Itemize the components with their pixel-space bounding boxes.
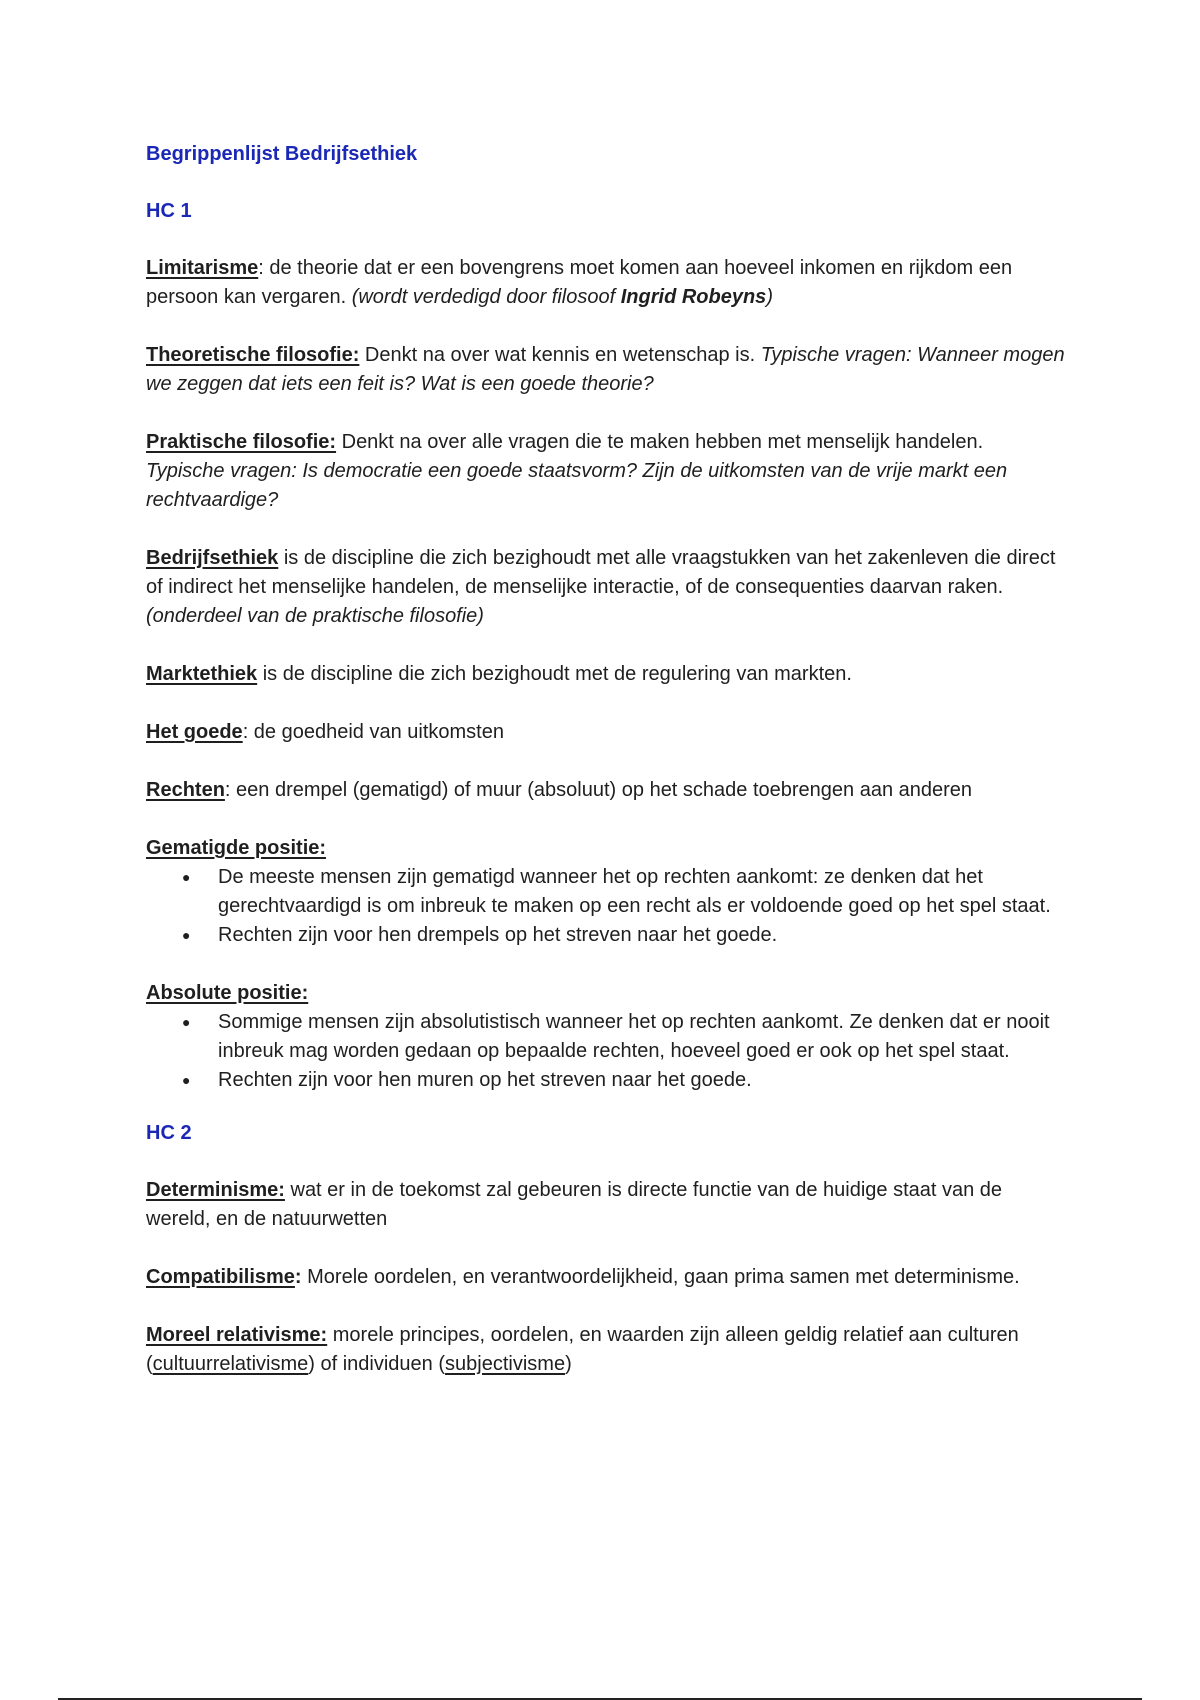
definition-moreel-relativisme xyxy=(146,1321,1066,1379)
definition-note-end: ) xyxy=(766,286,773,308)
definition-bedrijfsethiek xyxy=(146,544,1066,631)
definition-text: : een drempel (gematigd) of muur (absoluut) op het schade toebrengen aan anderen xyxy=(224,779,973,801)
term-marktethiek: Marktethiek xyxy=(146,663,258,685)
definition-rechten xyxy=(146,776,1066,805)
term-colon: : xyxy=(294,1266,302,1288)
definition-theoretische-filosofie xyxy=(146,341,1066,399)
term-determinisme: Determinisme: xyxy=(146,1179,285,1201)
term-bedrijfsethiek: Bedrijfsethiek xyxy=(146,547,279,569)
list-item: ● Sommige mensen zijn absolutistisch wanneer het op rechten aankomt. Ze denken dat er nooit inbreuk mag worden gedaan op bepaalde rechten, hoeveel goed er ook op het spel staat. xyxy=(218,1008,1066,1066)
list-gematigde-positie xyxy=(146,863,1066,950)
document-title: Begrippenlijst Bedrijfsethiek xyxy=(146,143,418,165)
term-moreel-relativisme: Moreel relativisme: xyxy=(146,1324,328,1346)
definition-text: Denkt na over wat kennis en wetenschap is. xyxy=(359,344,761,366)
list-item: ● Rechten zijn voor hen drempels op het streven naar het goede. xyxy=(218,921,1066,950)
term-rechten: Rechten xyxy=(146,779,225,801)
definition-text: ) of individuen ( xyxy=(308,1353,446,1375)
definition-text: Morele oordelen, en verantwoordelijkheid, gaan prima samen met determinisme. xyxy=(301,1266,1020,1288)
definition-het-goede xyxy=(146,718,1066,747)
definition-note: (onderdeel van de praktische filosofie) xyxy=(146,605,484,627)
definition-limitarisme xyxy=(146,254,1066,312)
author-name: Ingrid Robeyns xyxy=(620,286,767,308)
definition-text: wat er in de toekomst zal gebeuren is directe functie van de huidige staat van de wereld, en de natuurwetten xyxy=(146,1179,1003,1230)
definition-text: is de discipline die zich bezighoudt met alle vraagstukken van het zakenleven die direct of indirect het menselijke handelen, de menselijke interactie, of de consequenties daarvan raken. xyxy=(146,547,1056,598)
definition-determinisme xyxy=(146,1176,1066,1234)
definition-note: Typische vragen: Is democratie een goede staatsvorm? Zijn de uitkomsten van de vrije markt een rechtvaardige? xyxy=(146,460,1008,511)
term-compatibilisme: Compatibilisme xyxy=(146,1266,295,1288)
list-absolute-positie xyxy=(146,1008,1066,1095)
subterm-subjectivisme: subjectivisme xyxy=(445,1353,566,1375)
heading-absolute-positie: Absolute positie: xyxy=(146,982,309,1004)
section-heading-hc1: HC 1 xyxy=(146,200,192,222)
definition-text: morele principes, oordelen, en waarden zijn alleen geldig relatief aan culturen ( xyxy=(146,1324,1019,1375)
term-praktische-filosofie: Praktische filosofie: xyxy=(146,431,337,453)
section-heading-hc2: HC 2 xyxy=(146,1122,192,1144)
list-item: ● De meeste mensen zijn gematigd wanneer het op rechten aankomt: ze denken dat het gerechtvaardigd is om inbreuk te maken op een recht als er voldoende goed op het spel staat. xyxy=(218,863,1066,921)
subterm-cultuurrelativisme: cultuurrelativisme xyxy=(152,1353,309,1375)
list-item: ● Rechten zijn voor hen muren op het streven naar het goede. xyxy=(218,1066,1066,1095)
term-limitarisme: Limitarisme xyxy=(146,257,259,279)
definition-text: : de goedheid van uitkomsten xyxy=(242,721,504,743)
document-page xyxy=(146,140,1066,1408)
definition-note: (wordt verdedigd door filosoof xyxy=(351,286,621,308)
definition-text: Denkt na over alle vragen die te maken hebben met menselijk handelen. xyxy=(336,431,984,453)
heading-gematigde-positie: Gematigde positie: xyxy=(146,837,327,859)
definition-text: ) xyxy=(565,1353,572,1375)
definition-text: is de discipline die zich bezighoudt met de regulering van markten. xyxy=(257,663,852,685)
definition-praktische-filosofie xyxy=(146,428,1066,515)
term-het-goede: Het goede xyxy=(146,721,243,743)
definition-compatibilisme xyxy=(146,1263,1066,1292)
term-theoretische-filosofie: Theoretische filosofie: xyxy=(146,344,360,366)
definition-marktethiek xyxy=(146,660,1066,689)
definition-note: Typische vragen: Wanneer mogen we zeggen dat iets een feit is? Wat is een goede theorie? xyxy=(146,344,1065,395)
definition-text: : de theorie dat er een bovengrens moet komen aan hoeveel inkomen en rijkdom een persoon kan vergaren. xyxy=(146,257,1013,308)
